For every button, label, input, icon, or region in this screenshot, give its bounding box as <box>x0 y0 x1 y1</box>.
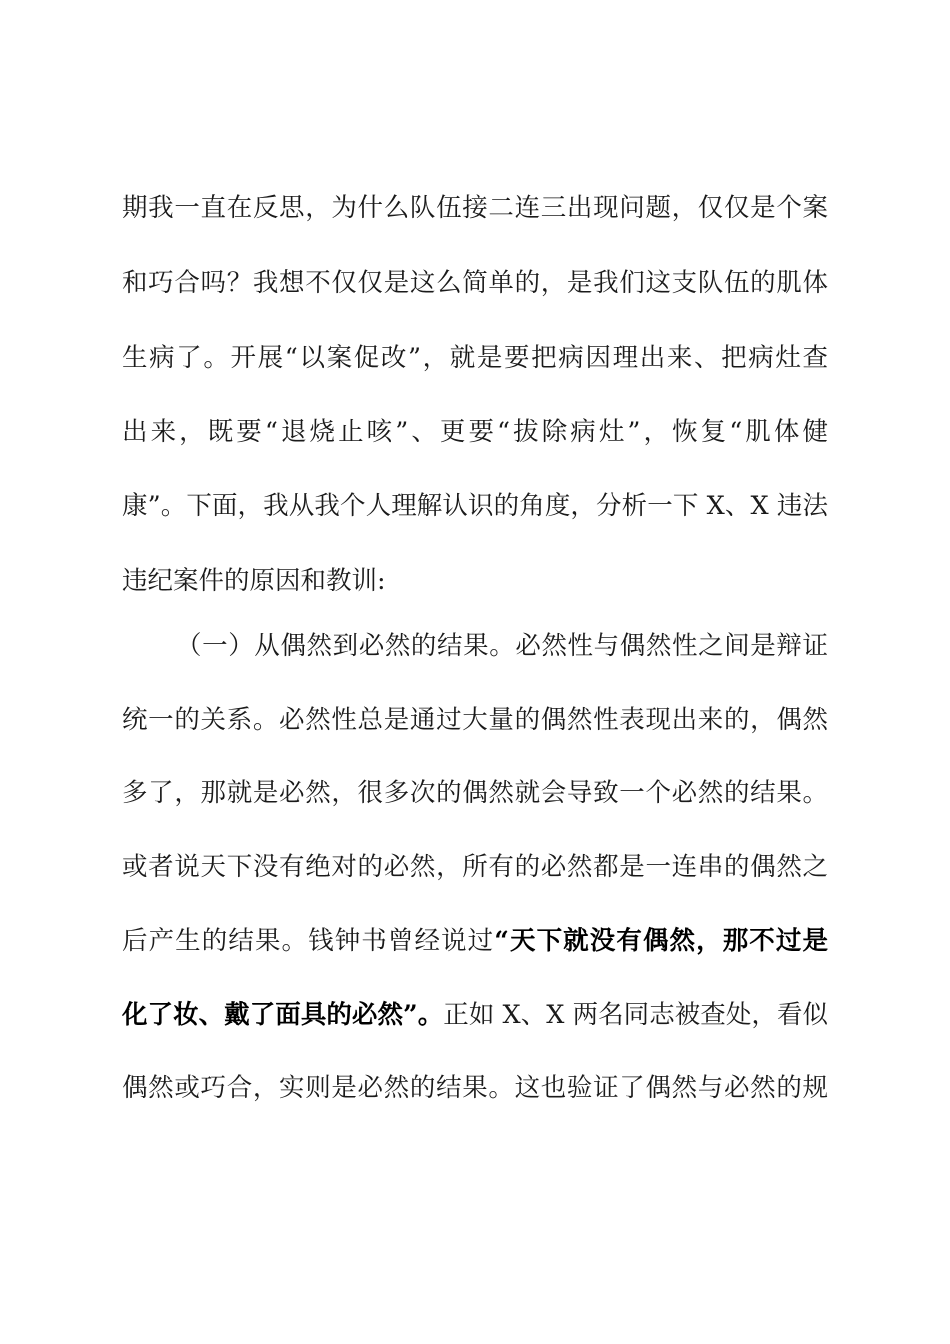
paragraph-line: 或者说天下没有绝对的必然，所有的必然都是一连串的偶然之 <box>122 852 828 882</box>
paragraph-line <box>122 997 828 1033</box>
paragraph-line: 期我一直在反思，为什么队伍接二连三出现问题，仅仅是个案 <box>122 193 828 223</box>
paragraph-line: 统一的关系。必然性总是通过大量的偶然性表现出来的，偶然 <box>122 705 828 735</box>
quote-bold: “天下就没有偶然，那不过是 <box>494 926 828 956</box>
quote-bold: 化了妆、戴了面具的必然”。 <box>122 1000 444 1030</box>
paragraph-line: 生病了。开展“以案促改”，就是要把病因理出来、把病灶查 <box>122 343 828 373</box>
paragraph-line: 和巧合吗？我想不仅仅是这么简单的，是我们这支队伍的肌体 <box>122 268 828 298</box>
paragraph-line: 多了，那就是必然，很多次的偶然就会导致一个必然的结果。 <box>122 778 828 808</box>
paragraph-line: 偶然或巧合，实则是必然的结果。这也验证了偶然与必然的规 <box>122 1073 828 1103</box>
text-normal: 后产生的结果。钱钟书曾经说过 <box>122 926 495 956</box>
paragraph-line <box>122 923 828 959</box>
paragraph-line: 出来，既要“退烧止咳”、更要“拔除病灶”，恢复“肌体健 <box>122 417 828 447</box>
paragraph-line: 康”。下面，我从我个人理解认识的角度，分析一下 X、X 违法 <box>122 491 828 521</box>
text-normal: 正如 X、X 两名同志被查处，看似 <box>443 1000 828 1030</box>
section-heading-line: （一）从偶然到必然的结果。必然性与偶然性之间是辩证 <box>176 631 828 661</box>
paragraph-line: 违纪案件的原因和教训: <box>122 566 386 596</box>
